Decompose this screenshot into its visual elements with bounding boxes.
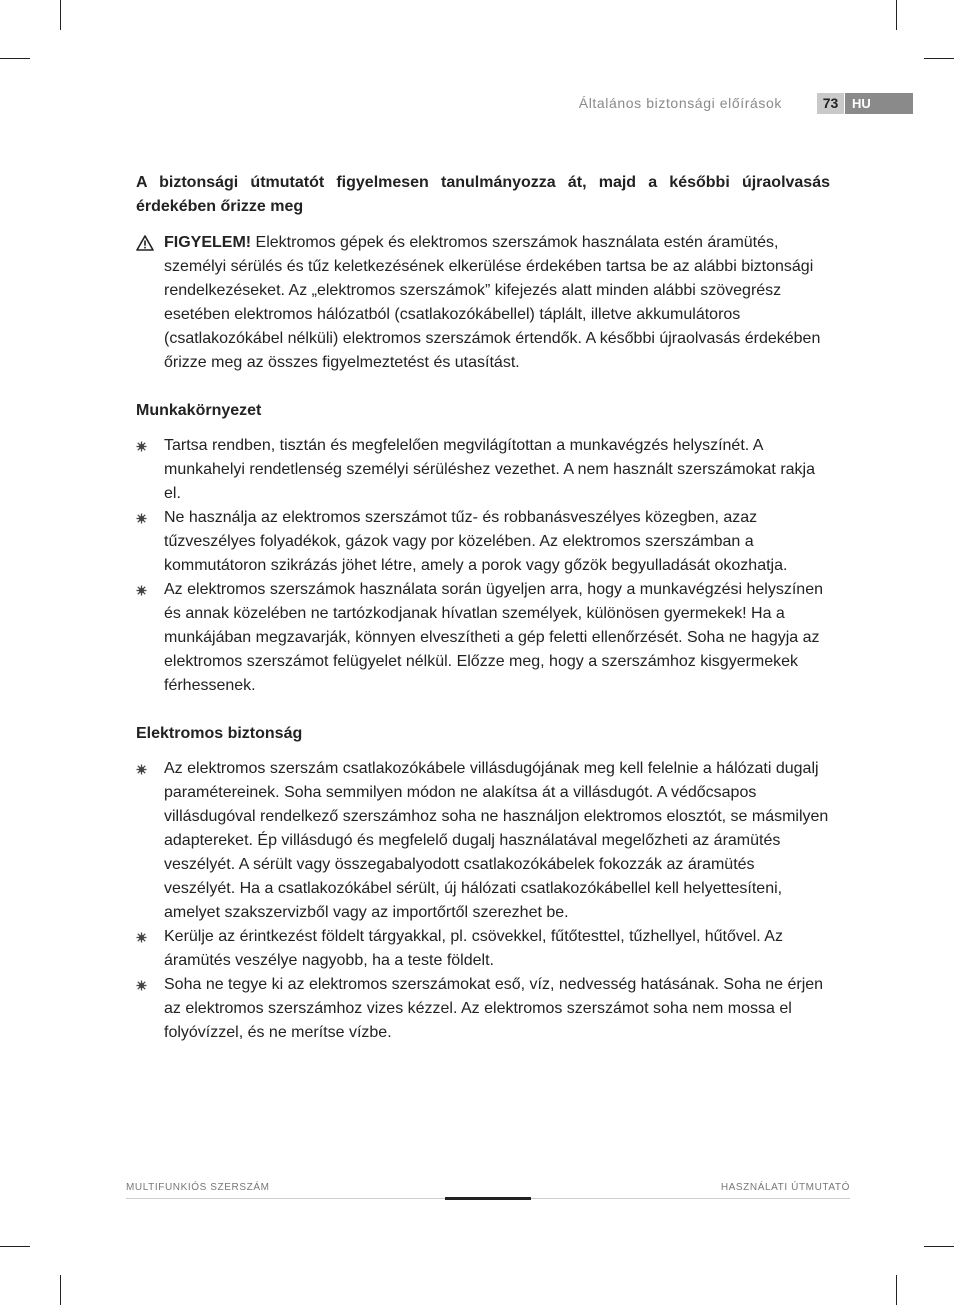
crop-mark xyxy=(896,0,897,30)
language-badge: HU xyxy=(845,93,913,114)
crop-mark xyxy=(0,58,30,59)
work-environment-list xyxy=(136,434,830,698)
list-item xyxy=(136,973,830,1045)
crop-mark xyxy=(60,1275,61,1305)
list-item xyxy=(136,578,830,698)
intro-title: A biztonsági útmutatót figyelmesen tanulmányozza át, majd a későbbi újraolvasás érdekében őrizze meg xyxy=(136,174,830,215)
bullet-icon xyxy=(136,980,147,991)
bullet-icon xyxy=(136,932,147,943)
header-title: Általános biztonsági előírások xyxy=(578,95,782,111)
bullet-icon xyxy=(136,441,147,452)
warning-paragraph xyxy=(136,231,830,375)
list-item-text: Ne használja az elektromos szerszámot tűz- és robbanásveszélyes közegben, azaz tűzveszélyes folyadékok, gázok vagy por közelében. Az elektromos szerszámban a kommutátoron szikrázás jöhet létre, amely a porok vagy gőzök begyulladását okozhatja. xyxy=(164,509,788,574)
section-title-work-environment: Munkakörnyezet xyxy=(136,402,262,419)
crop-mark xyxy=(924,1246,954,1247)
list-item xyxy=(136,506,830,578)
bullet-icon xyxy=(136,585,147,596)
crop-mark xyxy=(60,0,61,30)
bullet-icon xyxy=(136,513,147,524)
list-item-text: Az elektromos szerszámok használata során ügyeljen arra, hogy a munkavégzési helyszínen és annak közelében ne tartózkodjanak hívatlan személyek, különösen gyermekek! Ha a munkájában megzavarják, könnyen elveszítheti a gép feletti ellenőrzését. Soha ne hagyja az elektromos szerszámot felügyelet nélkül. Előzze meg, hogy a szerszámhoz kisgyermekek férhessenek. xyxy=(164,581,823,694)
list-item-text: Soha ne tegye ki az elektromos szerszámokat eső, víz, nedvesség hatásának. Soha ne érjen az elektromos szerszámhoz vizes kézzel. Az elektromos szerszámot soha nem mossa el folyóvízzel, és ne merítse vízbe. xyxy=(164,976,824,1041)
list-item xyxy=(136,757,830,925)
footer-product-name: MULTIFUNKIÓS SZERSZÁM xyxy=(126,1182,270,1193)
warning-label: FIGYELEM! xyxy=(164,234,252,251)
page-number: 73 xyxy=(817,93,844,114)
crop-mark xyxy=(0,1246,30,1247)
list-item-text: Tartsa rendben, tisztán és megfelelően megvilágítottan a munkavégzés helyszínét. A munkahelyi rendetlenség személyi sérüléshez vezethet. A nem használt szerszámokat rakja el. xyxy=(164,437,815,502)
electrical-safety-list xyxy=(136,757,830,1045)
list-item-text: Kerülje az érintkezést földelt tárgyakkal, pl. csövekkel, fűtőtesttel, tűzhellyel, hűtővel. Az áramütés veszélye nagyobb, ha a teste földelt. xyxy=(164,928,783,969)
section-title-electrical-safety: Elektromos biztonság xyxy=(136,725,303,742)
warning-text: Elektromos gépek és elektromos szerszámok használata estén áramütés, személyi sérülés és tűz keletkezésének elkerülése érdekében tartsa be az alábbi biztonsági rendelkezéseket. Az „elektromos szerszámok” kifejezés alatt minden alábbi szövegrész esetében elektromos hálózatból (csatlakozókábellel) táplált, illetve akkumulátoros (csatlakozókábel nélküli) elektromos szerszámok értendők. A későbbi újraolvasás érdekében őrizze meg az összes figyelmeztetést és utasítást. xyxy=(164,234,821,371)
bullet-icon xyxy=(136,764,147,775)
list-item-text: Az elektromos szerszám csatlakozókábele villásdugójának meg kell felelnie a hálózati dugalj paramétereinek. Soha semmilyen módon ne alakítsa át a villásdugót. A védőcsapos villásdugóval rendelkező szerszámhoz soha ne használjon elektromos elosztót, se másmilyen adaptereket. Ép villásdugó és megfelelő dugalj használatával megelőzheti az áramütés veszélyét. A sérült vagy összegabalyodott csatlakozókábelek fokozzák az áramütés veszélyét. Ha a csatlakozókábel sérült, új hálózati csatlakozókábellel kell helyettesíteni, amelyet szakszervizből vagy az importőrtől szerezhet be. xyxy=(164,760,829,921)
crop-mark xyxy=(924,58,954,59)
footer-doc-type: HASZNÁLATI ÚTMUTATÓ xyxy=(720,1182,850,1193)
crop-mark xyxy=(896,1275,897,1305)
warning-triangle-icon xyxy=(136,235,154,251)
list-item xyxy=(136,434,830,506)
list-item xyxy=(136,925,830,973)
page-content xyxy=(136,171,830,1045)
footer-accent-bar xyxy=(445,1197,531,1200)
